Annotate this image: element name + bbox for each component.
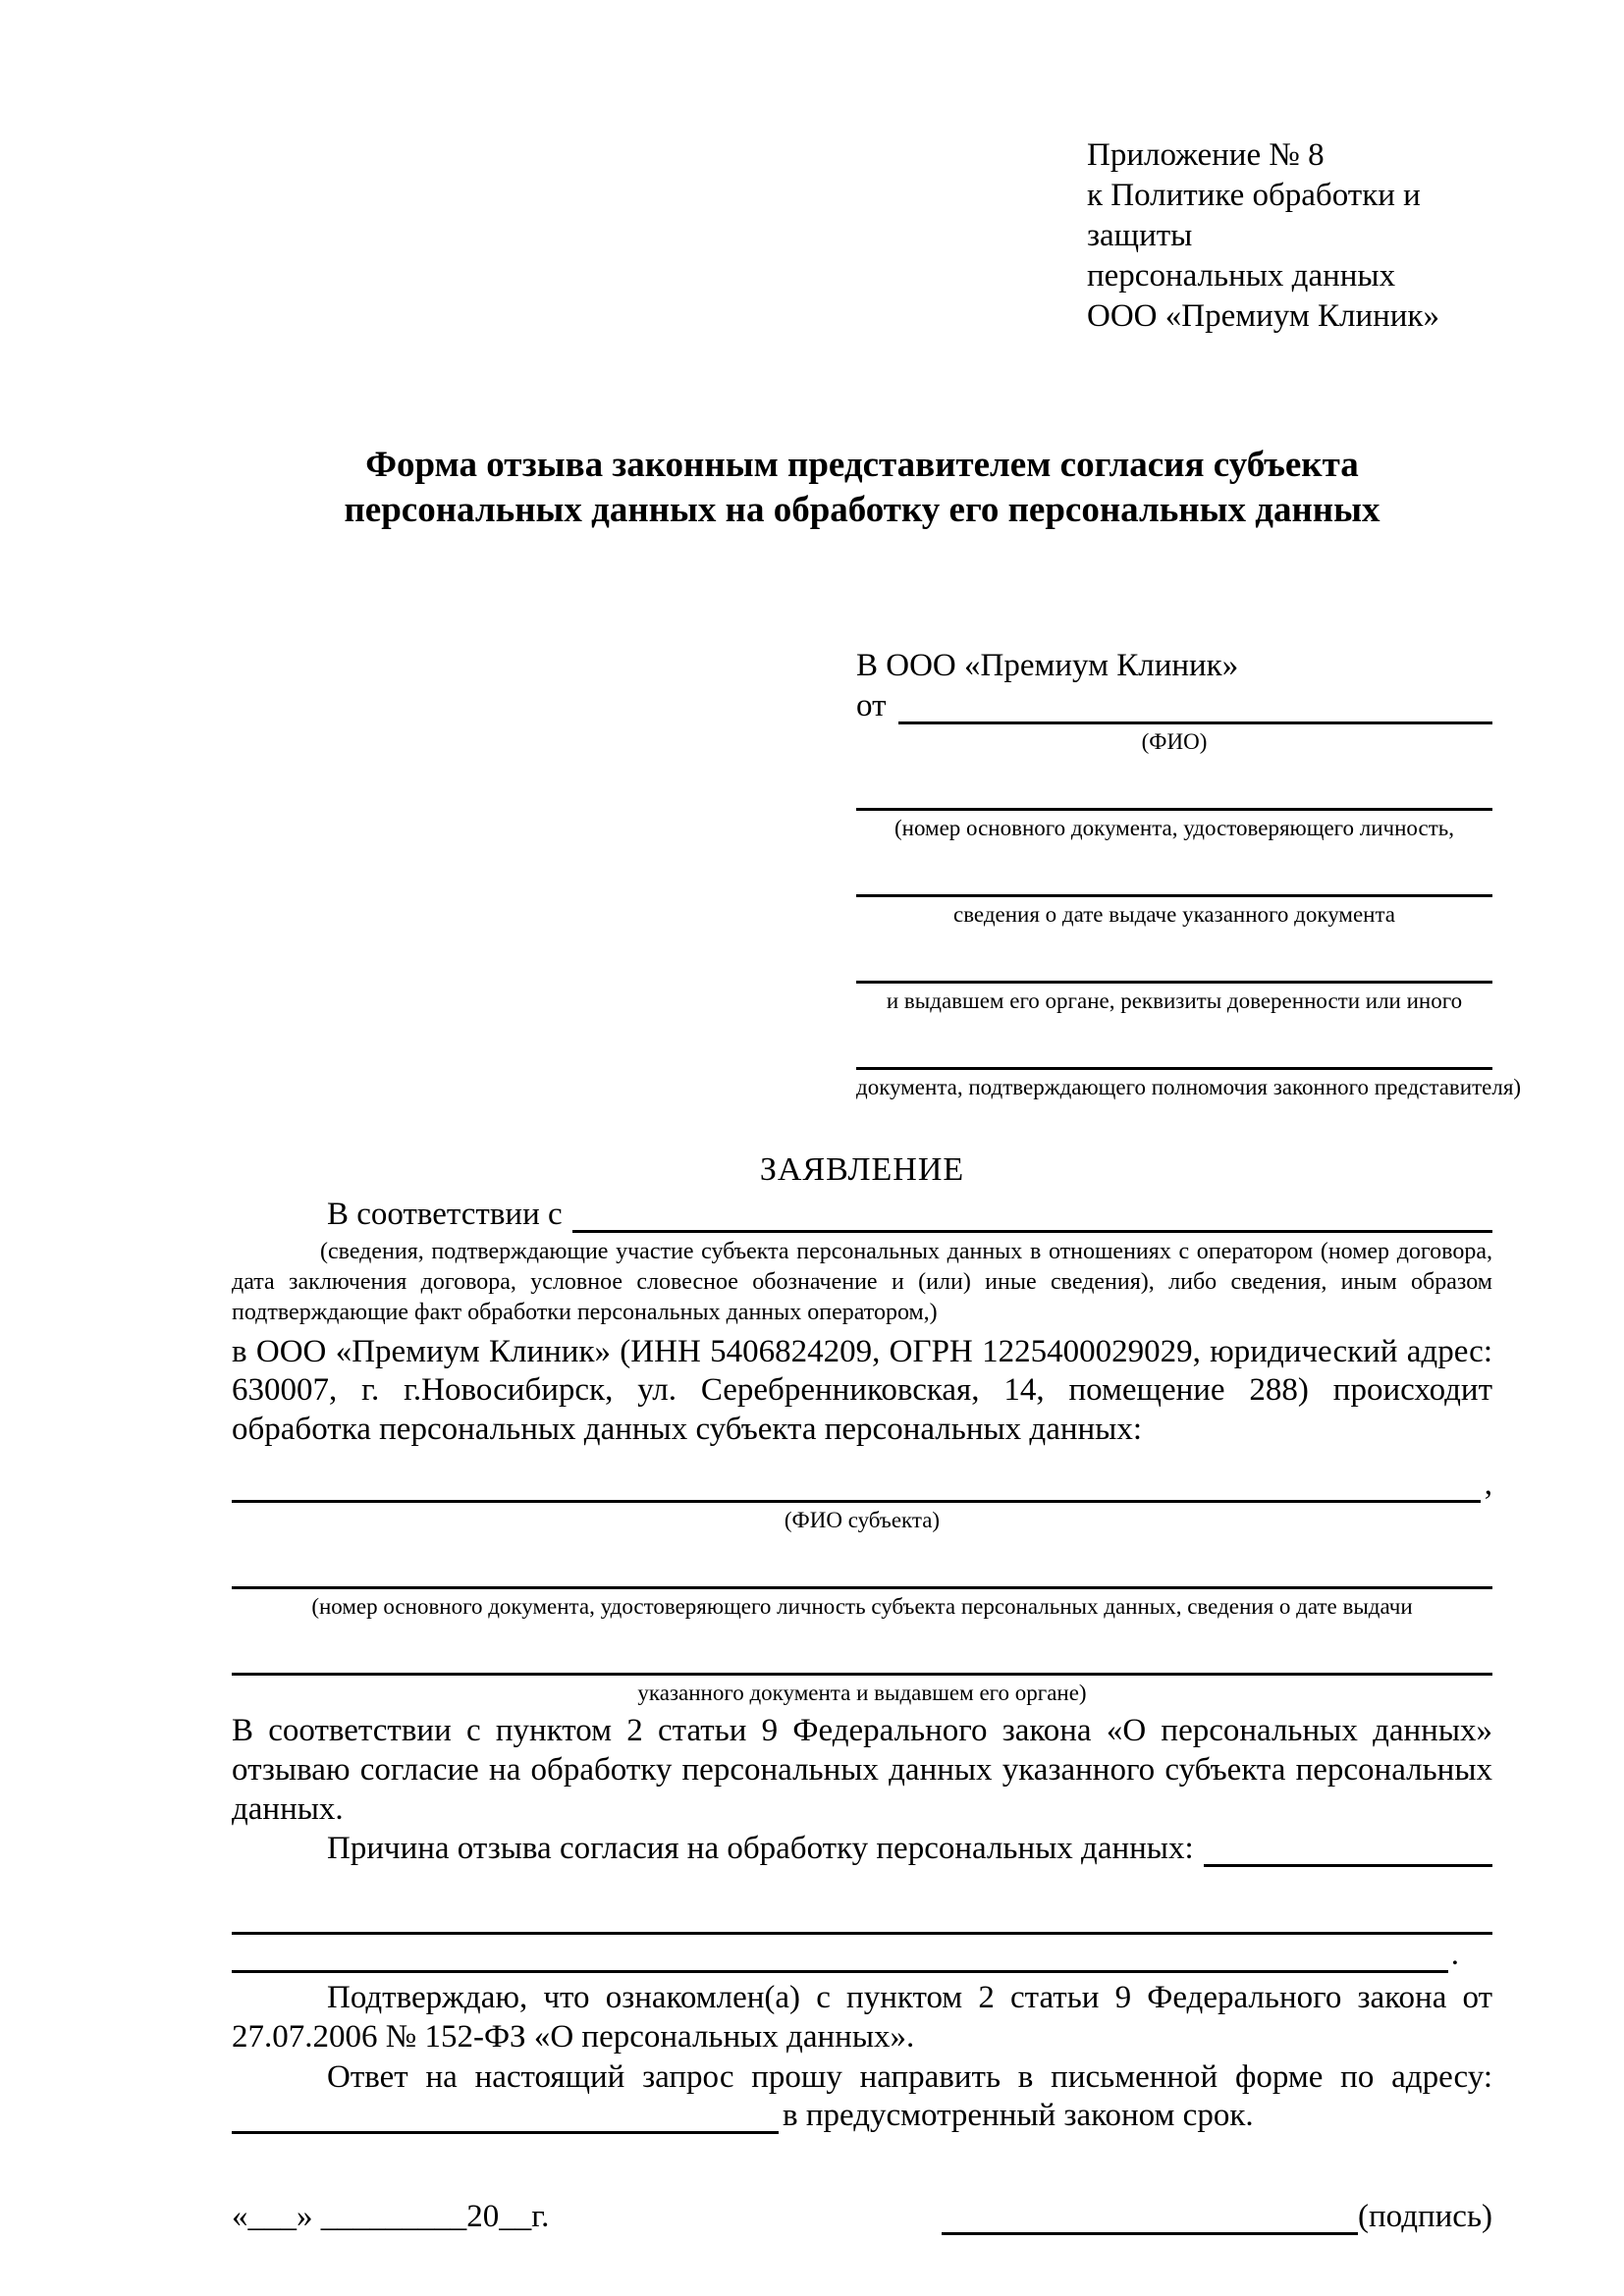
appendix-block — [1087, 135, 1492, 337]
subject-fio-row — [232, 1467, 1492, 1503]
subject-document-row — [232, 1553, 1492, 1589]
reason-blank-line — [1204, 1831, 1492, 1867]
date-signature-row — [232, 2199, 1492, 2235]
reply-address-blank-line — [232, 2098, 779, 2134]
subject-authority-row — [232, 1639, 1492, 1676]
line-punctuation: , — [1484, 1467, 1492, 1503]
addressee-to: В ООО «Премиум Клиник» — [856, 647, 1239, 683]
appendix-line: Приложение № 8 — [1087, 137, 1325, 173]
appendix-line: ООО «Премиум Клиник» — [1087, 297, 1439, 334]
authority-document-blank-line — [856, 1038, 1492, 1070]
field-caption: (ФИО субъекта) — [784, 1508, 941, 1533]
intro-blank-line — [572, 1197, 1492, 1233]
withdrawal-paragraph: В соответствии с пунктом 2 статьи 9 Федерального закона «О персональных данных» отзываю согласие на обработку персональных данных указанного субъекта персональных данных. — [232, 1713, 1492, 1827]
appendix-line: к Политике обработки и защиты — [1087, 177, 1421, 253]
document-number-blank-line — [856, 778, 1492, 811]
date-blank: «___» _________20__г. — [232, 2199, 550, 2235]
issuing-authority-blank-line — [856, 951, 1492, 984]
reason-row — [232, 1831, 1492, 1867]
reason-label: Причина отзыва согласия на обработку персональных данных: — [327, 1831, 1194, 1867]
addressee-from-row — [856, 688, 1492, 724]
from-label: от — [856, 687, 887, 723]
confirmation-paragraph: Подтверждаю, что ознакомлен(а) с пунктом 2 статьи 9 Федерального закона от 27.07.2006 № 152-ФЗ «О персональных данных». — [232, 1980, 1492, 2055]
field-caption: сведения о дате выдаче указанного документа — [952, 901, 1396, 927]
document-title-line: Форма отзыва законным представителем согласия субъекта — [365, 444, 1359, 485]
addressee-block — [856, 647, 1522, 1102]
reason-continuation-blank-line — [232, 1885, 1492, 1935]
subject-fio-blank-line — [232, 1467, 1481, 1503]
signature-blank-line — [942, 2203, 1358, 2235]
intro-note: (сведения, подтверждающие участие субъекта персональных данных в отношениях с оператором (номер договора, дата заключения договора, условное словесное обозначение и (или) иные сведения), либо сведения, иным образом подтверждающие факт обработки персональных данных оператором,) — [232, 1238, 1492, 1326]
signature-group — [942, 2199, 1492, 2235]
appendix-line: персональных данных — [1087, 257, 1396, 294]
subject-document-blank-line — [232, 1553, 1492, 1589]
field-caption: документа, подтверждающего полномочия законного представителя) — [856, 1074, 1522, 1099]
reply-address-row — [232, 2098, 1492, 2134]
field-caption: (ФИО) — [1141, 728, 1208, 754]
line-punctuation: . — [1450, 1937, 1459, 1973]
document-title — [232, 443, 1492, 534]
field-caption: (номер основного документа, удостоверяющего личность субъекта персональных данных, сведения о дате выдачи — [311, 1594, 1413, 1620]
field-caption: (номер основного документа, удостоверяющего личность, — [893, 815, 1454, 840]
intro-row — [232, 1197, 1492, 1233]
document-title-line: персональных данных на обработку его персональных данных — [344, 490, 1380, 531]
reply-request-line: Ответ на настоящий запрос прошу направить в письменной форме по адресу: — [327, 2059, 1492, 2096]
statement-heading: ЗАЯВЛЕНИЕ — [759, 1150, 965, 1188]
subject-authority-blank-line — [232, 1639, 1492, 1676]
reason-continuation-row — [232, 1935, 1492, 1973]
field-caption: указанного документа и выдавшем его органе) — [637, 1681, 1087, 1706]
reason-continuation-blank-line-2 — [232, 1935, 1448, 1973]
issue-date-blank-line — [856, 865, 1492, 897]
operator-paragraph: в ООО «Премиум Клиник» (ИНН 5406824209, ОГРН 1225400029029, юридический адрес: 630007, г. г.Новосибирск, ул. Серебренниковская, 14, помещение 288) происходит обработка персональных данных субъекта персональных данных: — [232, 1333, 1492, 1447]
signature-caption: (подпись) — [1358, 2199, 1492, 2235]
reply-suffix: в предусмотренный законом срок. — [783, 2098, 1254, 2134]
intro-label: В соответствии с — [327, 1196, 563, 1232]
field-caption: и выдавшем его органе, реквизиты доверенности или иного — [886, 988, 1463, 1013]
fio-blank-line — [898, 688, 1493, 724]
